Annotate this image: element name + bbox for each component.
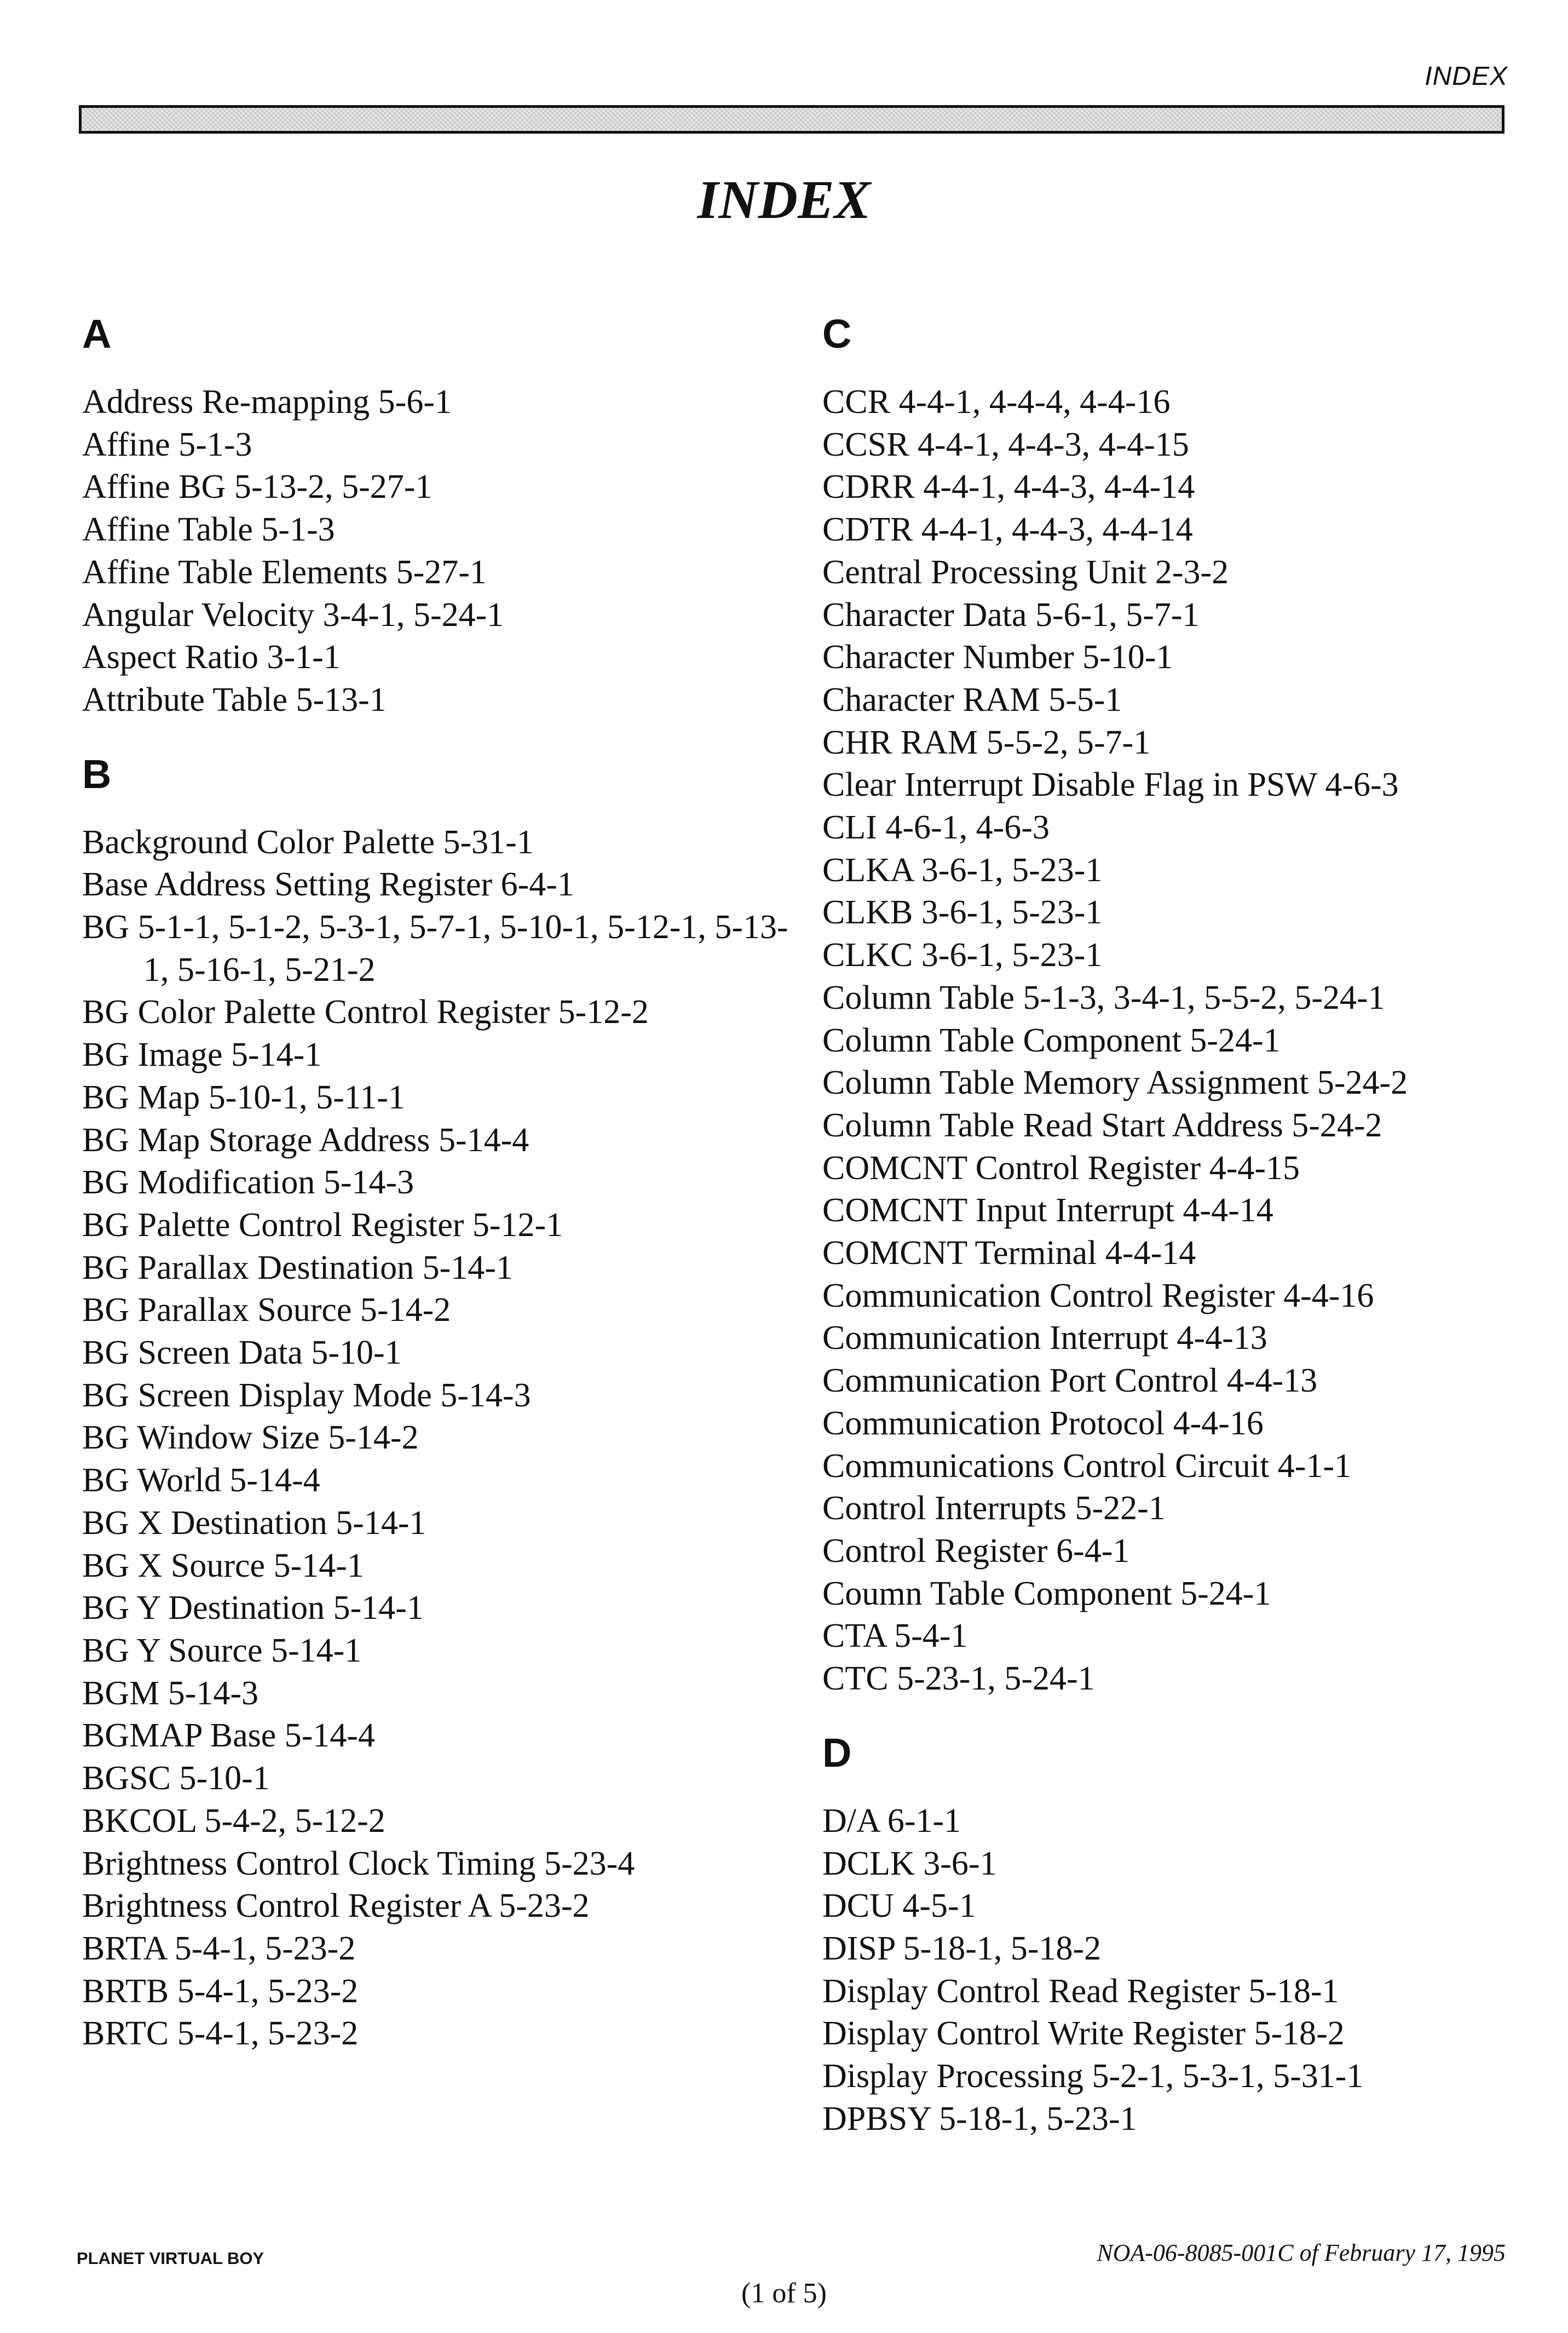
index-section-a	[82, 307, 788, 722]
index-entry: Character RAM 5-5-1	[822, 681, 1122, 719]
index-entry: BGMAP Base 5-14-4	[82, 1717, 376, 1755]
index-entry: CLKB 3-6-1, 5-23-1	[822, 894, 1103, 932]
index-entry: CHR RAM 5-5-2, 5-7-1	[822, 723, 1151, 761]
index-entry: BG Image 5-14-1	[82, 1036, 322, 1074]
index-entry: BG Parallax Destination 5-14-1	[82, 1249, 513, 1286]
index-entry: CDRR 4-4-1, 4-4-3, 4-4-14	[822, 468, 1195, 506]
index-entry: COMCNT Control Register 4-4-15	[822, 1149, 1300, 1187]
index-section-b	[82, 747, 788, 2055]
index-entry: Central Processing Unit 2-3-2	[822, 553, 1229, 591]
index-entry: Communications Control Circuit 4-1-1	[822, 1447, 1352, 1485]
index-entry: D/A 6-1-1	[822, 1802, 961, 1840]
index-entry: Affine 5-1-3	[82, 426, 252, 463]
section-letter: C	[822, 311, 852, 357]
index-entry: BG Window Size 5-14-2	[82, 1419, 419, 1457]
index-entry: CLKC 3-6-1, 5-23-1	[822, 936, 1103, 974]
index-entry: DISP 5-18-1, 5-18-2	[822, 1929, 1102, 1967]
index-entry: Display Control Write Register 5-18-2	[822, 2015, 1345, 2053]
index-entry: Clear Interrupt Disable Flag in PSW 4-6-3	[822, 766, 1399, 804]
index-entry: Column Table Component 5-24-1	[822, 1021, 1281, 1059]
index-entry: Coumn Table Component 5-24-1	[822, 1575, 1271, 1612]
index-section-d	[822, 1726, 1534, 2141]
page-number: (1 of 5)	[741, 2278, 827, 2309]
index-entry: CLKA 3-6-1, 5-23-1	[822, 851, 1103, 889]
index-entry: BG 5-1-1, 5-1-2, 5-3-1, 5-7-1, 5-10-1, 5-12-1, 5-13-1, 5-16-1, 5-21-2	[82, 909, 788, 989]
section-letter: A	[82, 311, 112, 357]
index-entry: Character Data 5-6-1, 5-7-1	[822, 596, 1200, 634]
index-entry: Attribute Table 5-13-1	[82, 681, 387, 719]
index-entry: Column Table 5-1-3, 3-4-1, 5-5-2, 5-24-1	[822, 979, 1385, 1016]
index-entry: BG Y Destination 5-14-1	[82, 1589, 424, 1627]
index-entry: Communication Protocol 4-4-16	[822, 1404, 1264, 1442]
index-entry: Communication Control Register 4-4-16	[822, 1277, 1374, 1314]
index-entry: Control Register 6-4-1	[822, 1532, 1130, 1570]
index-entry: COMCNT Input Interrupt 4-4-14	[822, 1192, 1273, 1229]
index-entry: Communication Interrupt 4-4-13	[822, 1319, 1267, 1357]
index-entry: BG Screen Display Mode 5-14-3	[82, 1376, 531, 1414]
index-entry: BRTB 5-4-1, 5-23-2	[82, 1972, 359, 2010]
index-entry: Column Table Memory Assignment 5-24-2	[822, 1064, 1408, 1102]
index-entry: CTC 5-23-1, 5-24-1	[822, 1660, 1095, 1698]
index-entry: BG Color Palette Control Register 5-12-2	[82, 993, 649, 1031]
index-entry: Aspect Ratio 3-1-1	[82, 639, 341, 676]
index-column-right	[822, 307, 1534, 2140]
index-entry: CTA 5-4-1	[822, 1617, 968, 1655]
index-entry: BGM 5-14-3	[82, 1674, 259, 1712]
index-entry: BRTC 5-4-1, 5-23-2	[82, 2015, 359, 2053]
section-letter: B	[82, 751, 112, 797]
index-entry: Affine Table Elements 5-27-1	[82, 553, 487, 591]
page-title: INDEX	[697, 169, 871, 230]
index-entry: Affine Table 5-1-3	[82, 511, 335, 549]
index-entry: Brightness Control Clock Timing 5-23-4	[82, 1844, 635, 1882]
index-entry: CDTR 4-4-1, 4-4-3, 4-4-14	[822, 511, 1193, 549]
footer-document-id: NOA-06-8085-001C of February 17, 1995	[1097, 2239, 1506, 2266]
index-entry: BG World 5-14-4	[82, 1462, 320, 1499]
index-entry: Display Processing 5-2-1, 5-3-1, 5-31-1	[822, 2058, 1364, 2095]
index-section-c	[822, 307, 1534, 1700]
index-entry: Affine BG 5-13-2, 5-27-1	[82, 468, 433, 506]
index-entry: BG Y Source 5-14-1	[82, 1631, 362, 1669]
index-entry: CLI 4-6-1, 4-6-3	[822, 809, 1050, 847]
header-rule-bar	[79, 105, 1504, 134]
index-entry: BG X Destination 5-14-1	[82, 1504, 426, 1542]
running-head: INDEX	[1425, 62, 1508, 91]
index-entry: BG Parallax Source 5-14-2	[82, 1291, 451, 1329]
index-entry: BG Map Storage Address 5-14-4	[82, 1121, 529, 1159]
index-entry: Display Control Read Register 5-18-1	[822, 1972, 1339, 2010]
index-entry: Control Interrupts 5-22-1	[822, 1490, 1166, 1527]
index-entry: DCLK 3-6-1	[822, 1844, 997, 1882]
index-entry: BG Map 5-10-1, 5-11-1	[82, 1078, 406, 1116]
index-entry: COMCNT Terminal 4-4-14	[822, 1234, 1196, 1272]
section-letter: D	[822, 1729, 852, 1775]
index-entry: Background Color Palette 5-31-1	[82, 823, 534, 861]
index-entry: BKCOL 5-4-2, 5-12-2	[82, 1802, 385, 1840]
index-entry: BG Screen Data 5-10-1	[82, 1334, 402, 1372]
index-entry: BG X Source 5-14-1	[82, 1547, 364, 1584]
footer-publication: PLANET VIRTUAL BOY	[77, 2249, 264, 2268]
index-entry: DCU 4-5-1	[822, 1887, 976, 1925]
index-entry: CCSR 4-4-1, 4-4-3, 4-4-15	[822, 426, 1189, 463]
index-entry: BRTA 5-4-1, 5-23-2	[82, 1929, 356, 1967]
index-entry: BG Palette Control Register 5-12-1	[82, 1206, 563, 1244]
index-entry: Base Address Setting Register 6-4-1	[82, 866, 574, 904]
index-entry: BG Modification 5-14-3	[82, 1164, 414, 1202]
index-column-left	[82, 307, 788, 2055]
index-entry: Communication Port Control 4-4-13	[822, 1362, 1318, 1400]
index-entry: Brightness Control Register A 5-23-2	[82, 1887, 590, 1925]
index-entry: Character Number 5-10-1	[822, 639, 1173, 676]
index-entry: CCR 4-4-1, 4-4-4, 4-4-16	[822, 383, 1171, 421]
index-entry: DPBSY 5-18-1, 5-23-1	[822, 2100, 1137, 2137]
index-entry: Column Table Read Start Address 5-24-2	[822, 1106, 1382, 1144]
index-entry: Angular Velocity 3-4-1, 5-24-1	[82, 596, 504, 634]
index-entry: Address Re-mapping 5-6-1	[82, 383, 452, 421]
index-entry: BGSC 5-10-1	[82, 1760, 270, 1797]
